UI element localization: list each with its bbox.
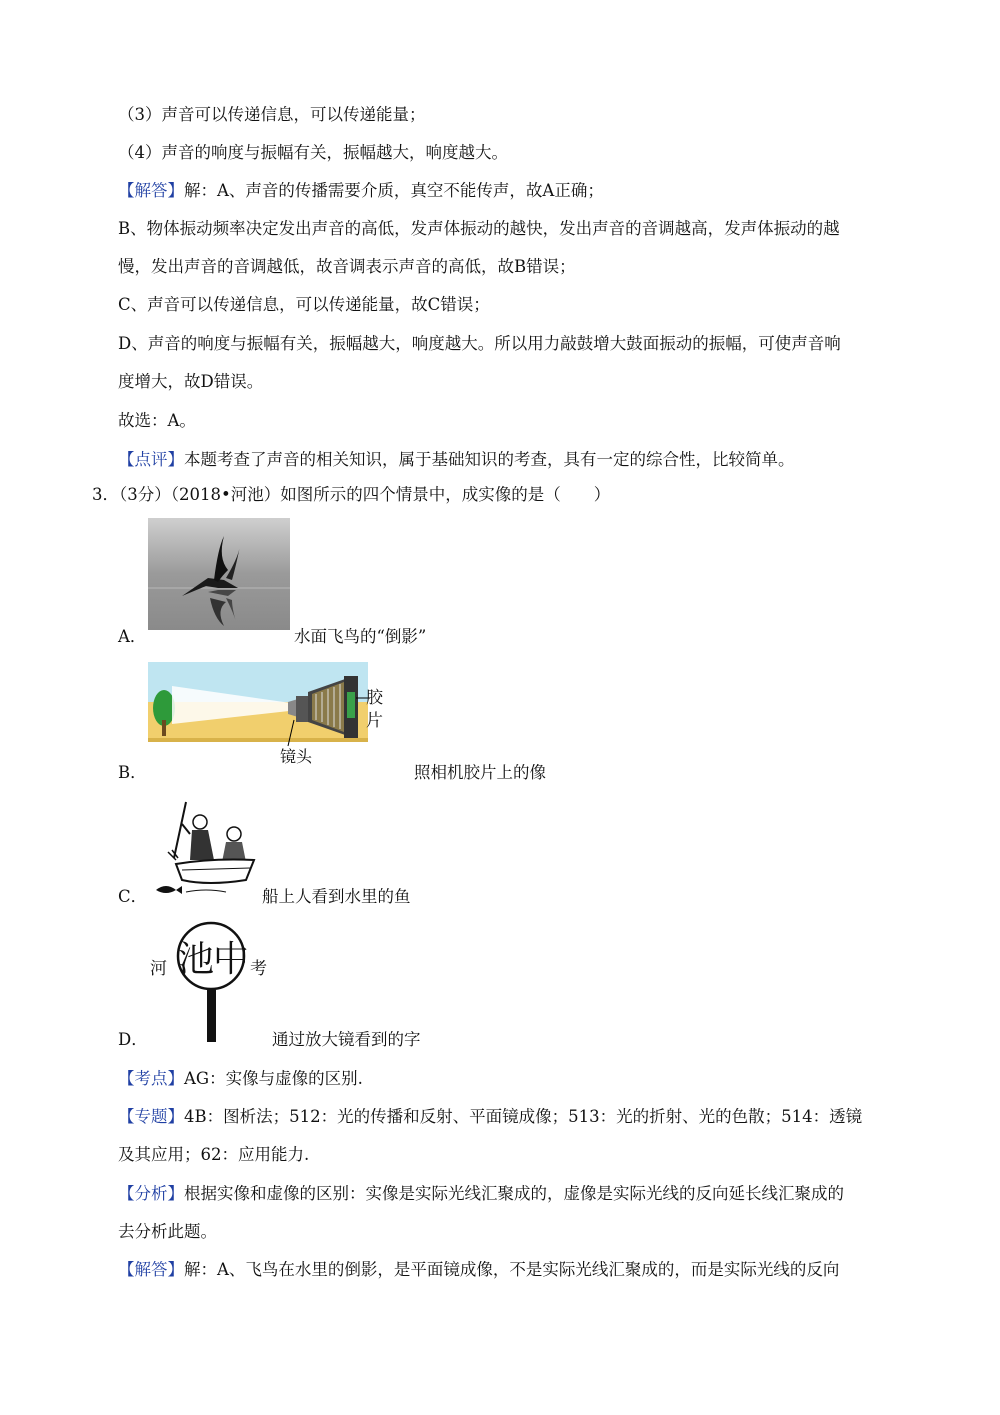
option-a-caption: 水面飞鸟的“倒影”	[294, 627, 427, 646]
option-c-caption: 船上人看到水里的鱼	[262, 887, 411, 906]
kaodian-tag: 【考点】	[118, 1069, 184, 1088]
answer-text-a: 解：A、声音的传播需要介质，真空不能传声，故A正确；	[184, 181, 604, 200]
analysis-item-3: （3）声音可以传递信息，可以传递能量；	[118, 105, 426, 124]
jieda-line-1	[118, 1259, 839, 1281]
answer-line-a	[118, 180, 604, 202]
option-b-letter: B．	[118, 763, 147, 782]
film-label-1: 胶	[366, 688, 383, 708]
jieda-tag: 【解答】	[118, 1260, 184, 1279]
answer-line-d1: D、声音的响度与振幅有关，振幅越大，响度越大。所以用力敲鼓增大鼓面振动的振幅，可使声音响	[118, 334, 841, 353]
fenxi-line-2: 去分析此题。	[118, 1222, 217, 1241]
film-label-2: 片	[366, 711, 383, 731]
answer-tag: 【解答】	[118, 181, 184, 200]
comment-line	[118, 449, 795, 471]
kaodian-line	[118, 1068, 363, 1090]
lens-label: 镜头	[280, 747, 313, 766]
option-b-caption: 照相机胶片上的像	[414, 763, 546, 782]
answer-line-c: C、声音可以传递信息，可以传递能量，故C错误；	[118, 295, 490, 314]
jieda-text-1: 解：A、飞鸟在水里的倒影，是平面镜成像，不是实际光线汇聚成的，而是实际光线的反向	[184, 1260, 840, 1279]
option-d-caption: 通过放大镜看到的字	[272, 1030, 421, 1049]
zhuanti-line-1	[118, 1106, 862, 1128]
question-stem: 3．（3分）（2018•河池）如图所示的四个情景中，成实像的是（ ）	[92, 485, 611, 504]
bird-reflection-image	[148, 518, 290, 630]
zhuanti-text-1: 4B：图析法；512：光的传播和反射、平面镜成像；513：光的折射、光的色散；514：透镜	[184, 1107, 863, 1126]
zhuanti-tag: 【专题】	[118, 1107, 184, 1126]
comment-tag: 【点评】	[118, 450, 184, 469]
fenxi-line-1	[118, 1183, 844, 1205]
boat-fishing-image	[146, 800, 258, 900]
answer-line-d2: 度增大，故D错误。	[118, 372, 264, 391]
fenxi-tag: 【分析】	[118, 1184, 184, 1203]
option-a-letter: A．	[118, 627, 147, 646]
kaodian-text: AG：实像与虚像的区别.	[184, 1069, 363, 1088]
magnifier-left-char: 河	[150, 959, 167, 979]
magnifier-big-chars: 池中	[178, 939, 249, 980]
fenxi-text-1: 根据实像和虚像的区别：实像是实际光线汇聚成的，虚像是实际光线的反向延长线汇聚成的	[184, 1184, 844, 1203]
magnifier-right-char: 考	[250, 959, 267, 979]
option-c-letter: C．	[118, 887, 148, 906]
zhuanti-line-2: 及其应用；62：应用能力.	[118, 1145, 310, 1164]
answer-line-b2: 慢，发出声音的音调越低，故音调表示声音的高低，故B错误；	[118, 257, 576, 276]
option-d-letter: D．	[118, 1030, 148, 1049]
comment-text: 本题考查了声音的相关知识，属于基础知识的考查，具有一定的综合性，比较简单。	[184, 450, 795, 469]
answer-line-b1: B、物体振动频率决定发出声音的高低，发声体振动的越快，发出声音的音调越高，发声体振动的越	[118, 219, 840, 238]
analysis-item-4: （4）声音的响度与振幅有关，振幅越大，响度越大。	[118, 143, 508, 162]
camera-diagram-image	[148, 662, 398, 768]
answer-choice: 故选：A。	[118, 411, 196, 430]
